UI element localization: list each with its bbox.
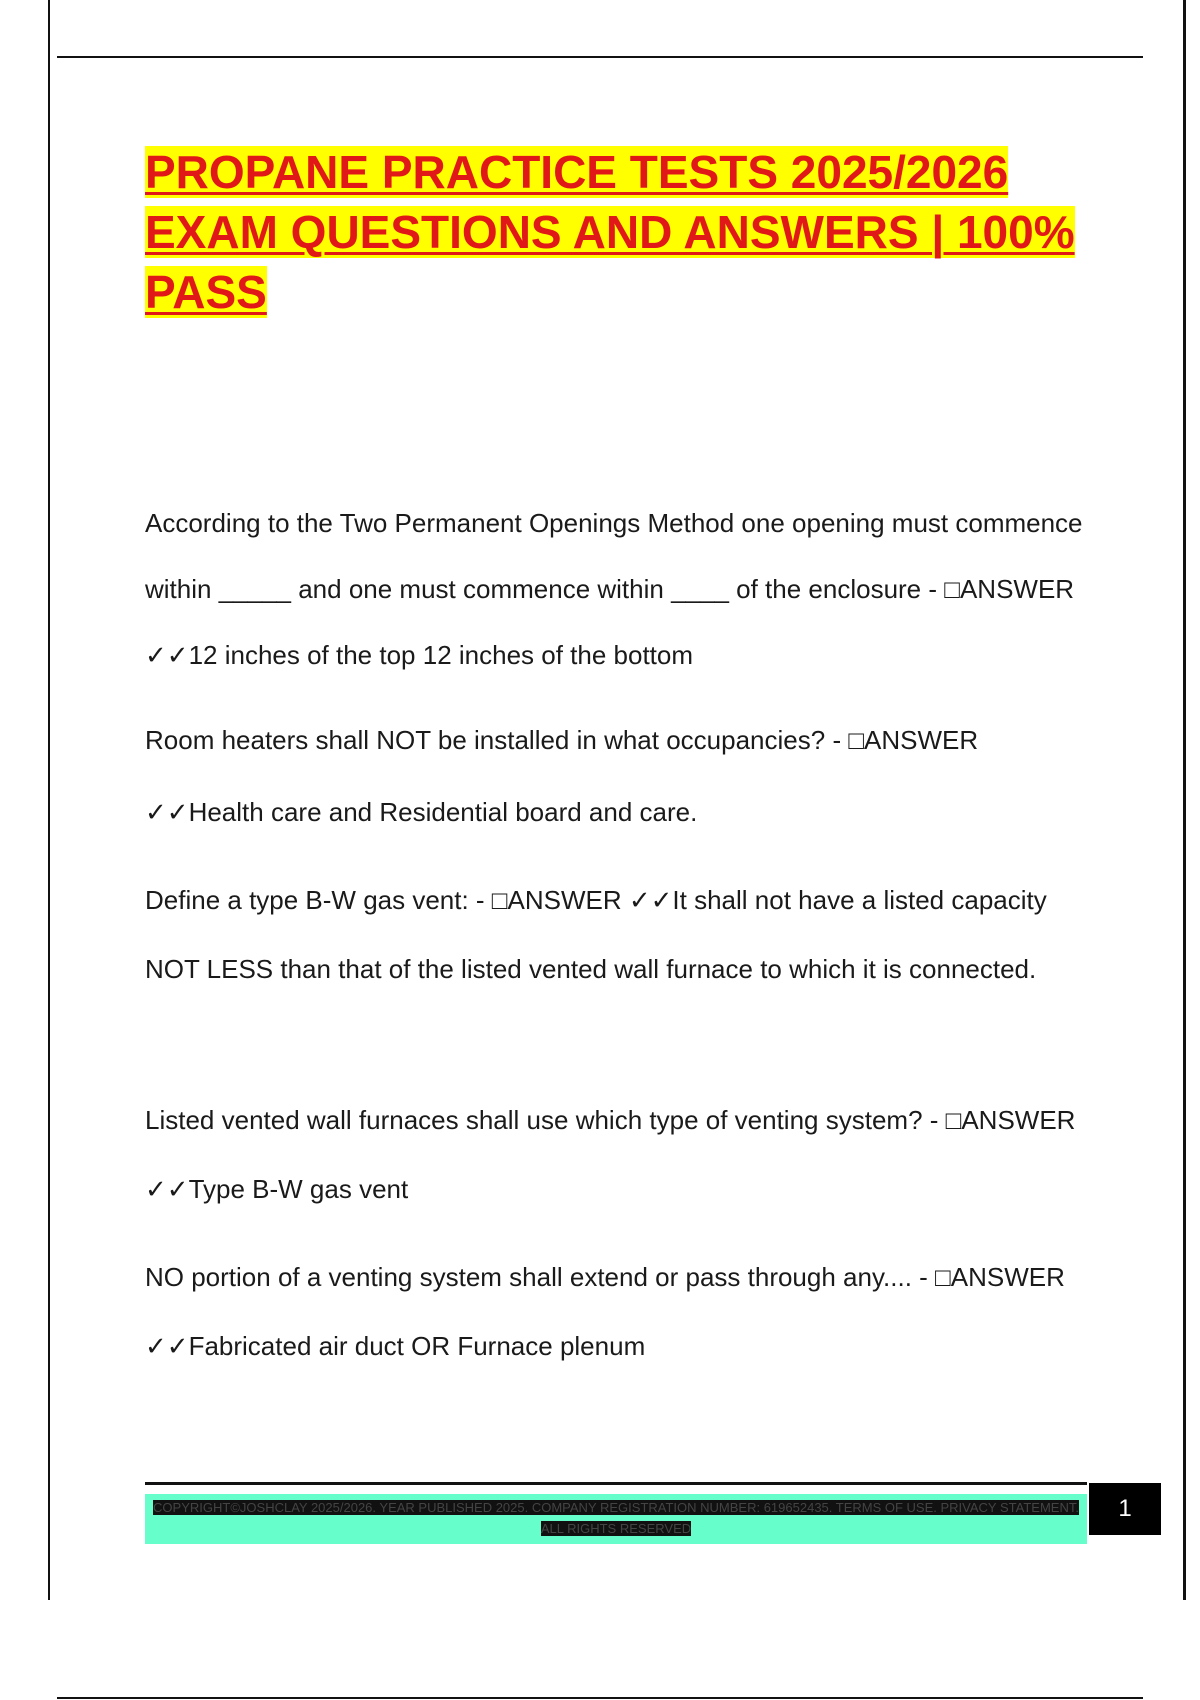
top-rule (57, 56, 1143, 58)
qa-item-2: Room heaters shall NOT be installed in what occupancies? - □ANSWER ✓✓Health care and Residential board and care. (145, 725, 979, 827)
page-number: 1 (1089, 1483, 1161, 1535)
qa-item-1: According to the Two Permanent Openings Method one opening must commence within _____ and one must commence within ____ of the enclosure - □ANSWER ✓✓12 inches of the top 12 inches of the bottom (145, 508, 1083, 670)
left-border (48, 0, 50, 1600)
qa-item-3: Define a type B-W gas vent: - □ANSWER ✓✓It shall not have a listed capacity NOT LESS than that of the listed vented wall furnace to which it is connected. (145, 885, 1047, 984)
qa-item-5: NO portion of a venting system shall extend or pass through any.... - □ANSWER ✓✓Fabricated air duct OR Furnace plenum (145, 1262, 1065, 1361)
bottom-rule (57, 1697, 1143, 1699)
document-title: PROPANE PRACTICE TESTS 2025/2026 EXAM QUESTIONS AND ANSWERS | 100% PASS (145, 146, 1075, 318)
right-border (1183, 0, 1186, 1600)
footer-rule (145, 1482, 1087, 1485)
copyright-footer (145, 1494, 1087, 1544)
qa-item-4: Listed vented wall furnaces shall use which type of venting system? - □ANSWER ✓✓Type B-W gas vent (145, 1105, 1076, 1204)
copyright-text: COPYRIGHT©JOSHCLAY 2025/2026. YEAR PUBLISHED 2025. COMPANY REGISTRATION NUMBER: 619652435. TERMS OF USE. PRIVACY STATEMENT. ALL RIGHTS RESERVED (153, 1500, 1079, 1536)
